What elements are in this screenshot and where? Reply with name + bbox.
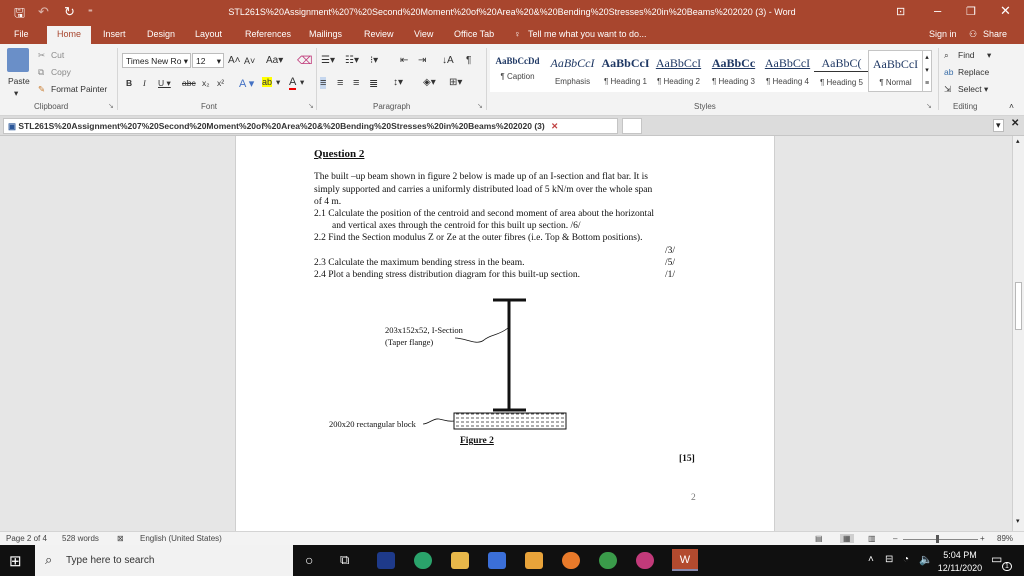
lightbulb-icon: ♀ bbox=[514, 29, 521, 39]
style-name: ¶ Caption bbox=[500, 72, 535, 81]
styles-launcher-icon[interactable]: ↘ bbox=[926, 103, 932, 110]
bold-icon[interactable]: B bbox=[126, 78, 133, 88]
notification-icon[interactable]: ▭ bbox=[991, 552, 1003, 566]
redo-icon[interactable]: ↻ bbox=[64, 4, 75, 19]
superscript-icon[interactable]: x² bbox=[217, 78, 225, 88]
window-title: STL261S%20Assignment%207%20Second%20Moment%20of%20Area%20&%20Bending%20Stresses%20in%20Beams%202020 (3) - Word bbox=[228, 7, 796, 17]
question-heading: Question 2 bbox=[314, 148, 365, 160]
minimize-button[interactable]: – bbox=[934, 3, 942, 18]
search-icon: ⌕ bbox=[45, 552, 53, 567]
subscript-icon[interactable]: x₂ bbox=[202, 78, 210, 88]
cut-button[interactable]: Cut bbox=[51, 50, 65, 60]
question-2-2: 2.2 Find the Section modulus Z or Ze at the outer fibres (i.e. Top & Bottom positions). bbox=[314, 233, 643, 243]
tab-layout[interactable]: Layout bbox=[195, 29, 223, 39]
styles-group-label: Styles bbox=[694, 102, 716, 111]
share-icon: ⚇ bbox=[969, 29, 978, 39]
language[interactable]: English (United States) bbox=[140, 534, 222, 543]
style-name: ¶ Heading 2 bbox=[657, 77, 700, 86]
tell-me-box[interactable]: Tell me what you want to do... bbox=[528, 29, 647, 39]
style-name: ¶ Normal bbox=[879, 78, 912, 87]
app-icon[interactable] bbox=[377, 552, 395, 569]
find-icon: ⌕ bbox=[944, 50, 949, 60]
tab-office-tab[interactable]: Office Tab bbox=[454, 29, 495, 39]
numbering-icon[interactable]: ☷▾ bbox=[345, 55, 359, 66]
zoom-slider-thumb[interactable] bbox=[936, 535, 939, 543]
word-doc-icon: ▣ bbox=[8, 121, 17, 131]
pilcrow-icon[interactable]: ¶ bbox=[466, 55, 472, 66]
cortana-icon[interactable]: ○ bbox=[305, 552, 314, 568]
style-caption[interactable] bbox=[490, 50, 545, 92]
document-tab-label: STL261S%20Assignment%207%20Second%20Moment%20of%20Area%20&%20Bending%20Stresses%20in%20Beams%202020 (3) bbox=[18, 121, 545, 131]
marks-2-2: /3/ bbox=[665, 246, 676, 256]
chevron-down-icon[interactable]: ▾ bbox=[987, 50, 992, 60]
divider bbox=[117, 48, 118, 110]
scroll-up-icon[interactable]: ▴ bbox=[1016, 138, 1020, 145]
editing-group-label: Editing bbox=[953, 102, 978, 111]
clipboard-group-label: Clipboard bbox=[34, 102, 69, 111]
marks-2-4: /1/ bbox=[665, 270, 676, 280]
select-icon: ⇲ bbox=[944, 84, 952, 94]
italic-icon[interactable]: I bbox=[143, 78, 146, 88]
shading-icon[interactable]: ◈▾ bbox=[423, 77, 436, 88]
paste-icon[interactable] bbox=[7, 48, 29, 72]
style-preview: AaBbCcI bbox=[601, 56, 650, 70]
justify-icon[interactable]: ≣ bbox=[369, 78, 379, 90]
font-launcher-icon[interactable]: ↘ bbox=[308, 103, 314, 110]
edge-icon[interactable] bbox=[414, 552, 432, 569]
word-taskbar-icon[interactable]: W bbox=[672, 549, 698, 571]
save-icon[interactable]: 🖫 bbox=[14, 5, 26, 20]
scroll-down-icon[interactable]: ▾ bbox=[1016, 518, 1020, 525]
tab-insert[interactable]: Insert bbox=[103, 29, 126, 39]
underline-icon[interactable]: U ▾ bbox=[158, 78, 171, 88]
document-page[interactable] bbox=[235, 136, 775, 531]
marks-2-3: /5/ bbox=[665, 258, 676, 268]
firefox-icon[interactable] bbox=[562, 552, 580, 569]
format-painter-icon: ✎ bbox=[38, 84, 46, 94]
change-case-icon[interactable]: Aa▾ bbox=[266, 55, 284, 66]
network-icon[interactable]: ⊟ bbox=[885, 554, 894, 565]
status-bar bbox=[0, 531, 1024, 545]
task-view-icon[interactable]: ⧉ bbox=[340, 552, 350, 567]
style-name: ¶ Heading 4 bbox=[766, 77, 809, 86]
multilevel-list-icon[interactable]: ⁝▾ bbox=[370, 55, 379, 66]
block-leader bbox=[423, 419, 454, 424]
customize-qat-icon[interactable]: ⁼ bbox=[88, 7, 93, 17]
grow-font-icon[interactable]: A˄ bbox=[228, 55, 241, 66]
vertical-scrollbar[interactable] bbox=[1012, 136, 1024, 531]
borders-icon[interactable]: ⊞▾ bbox=[449, 77, 463, 88]
clock-time[interactable]: 5:04 PM bbox=[943, 550, 977, 560]
tab-references[interactable]: References bbox=[245, 29, 292, 39]
wifi-icon[interactable]: ◔ bbox=[903, 554, 910, 565]
paste-dropdown-icon[interactable]: ▾ bbox=[14, 88, 19, 98]
style-name: Emphasis bbox=[554, 77, 591, 86]
style-heading-3[interactable] bbox=[706, 50, 761, 92]
format-painter-button[interactable]: Format Painter bbox=[51, 84, 108, 94]
find-button[interactable]: Find bbox=[958, 50, 975, 60]
copy-button[interactable]: Copy bbox=[51, 67, 71, 77]
zoom-slider[interactable] bbox=[903, 539, 978, 540]
chevron-down-icon: ▾ bbox=[183, 56, 188, 66]
chevron-down-icon[interactable]: ▾ bbox=[984, 84, 989, 94]
tab-file[interactable]: File bbox=[14, 29, 29, 39]
select-button[interactable]: Select bbox=[958, 84, 982, 94]
style-preview: AaBbCcI bbox=[550, 56, 595, 70]
font-size-box[interactable] bbox=[192, 53, 224, 68]
sort-icon[interactable]: ↓A bbox=[442, 55, 454, 66]
close-doc-icon[interactable]: ✕ bbox=[1011, 118, 1020, 129]
clipboard-launcher-icon[interactable]: ↘ bbox=[108, 103, 114, 110]
increase-indent-icon[interactable]: ⇥ bbox=[418, 55, 427, 66]
clear-formatting-icon[interactable]: ⌫ bbox=[297, 55, 313, 67]
word-count[interactable]: 528 words bbox=[62, 534, 99, 543]
style-preview: AaBbCcDd bbox=[495, 56, 540, 66]
style-preview: AaBbCc bbox=[711, 56, 756, 70]
zoom-in-icon[interactable]: + bbox=[980, 534, 985, 543]
styles-gallery-scroll[interactable]: ▴ ▾ ≡ bbox=[922, 50, 932, 92]
intro-line: of 4 m. bbox=[314, 197, 342, 207]
ribbon-display-icon[interactable]: ⊡ bbox=[896, 6, 906, 18]
style-heading-2[interactable] bbox=[651, 50, 706, 92]
zoom-level[interactable]: 89% bbox=[997, 534, 1014, 543]
style-preview: AaBbCcI bbox=[764, 56, 811, 70]
read-mode-icon[interactable]: ▤ bbox=[815, 534, 823, 543]
tab-mailings[interactable]: Mailings bbox=[309, 29, 343, 39]
shrink-font-icon[interactable]: A˅ bbox=[244, 56, 256, 66]
question-2-3: 2.3 Calculate the maximum bending stress in the beam. bbox=[314, 258, 525, 268]
intro-line: simply supported and carries a uniformly distributed load of 5 kN/m over the whole span bbox=[314, 185, 653, 195]
style-heading-1[interactable] bbox=[598, 50, 653, 92]
ribbon bbox=[0, 44, 1024, 116]
taskbar-search-box[interactable] bbox=[35, 545, 293, 576]
share-button[interactable]: Share bbox=[983, 29, 1008, 39]
windows-start-icon[interactable]: ⊞ bbox=[9, 553, 22, 570]
paste-button[interactable]: Paste bbox=[8, 76, 30, 86]
intro-line: The built –up beam shown in figure 2 below is made up of an I-section and flat bar. It is bbox=[314, 172, 649, 182]
line-spacing-icon[interactable]: ↕▾ bbox=[393, 77, 404, 88]
windows-taskbar bbox=[0, 545, 1024, 576]
file-explorer-icon[interactable] bbox=[451, 552, 469, 569]
question-2-1: 2.1 Calculate the position of the centroid and second moment of area about the horizontal bbox=[314, 209, 655, 219]
tab-list-icon[interactable]: ▾ bbox=[993, 119, 1004, 132]
store-icon[interactable] bbox=[488, 552, 506, 569]
strikethrough-icon[interactable]: abc bbox=[182, 78, 196, 88]
tab-review[interactable]: Review bbox=[364, 29, 394, 39]
highlight-icon[interactable]: ab bbox=[262, 77, 273, 87]
style-preview: AaBbCcI bbox=[872, 57, 919, 71]
print-layout-icon[interactable]: ▦ bbox=[840, 534, 854, 543]
font-group-label: Font bbox=[201, 102, 218, 111]
chevron-down-icon[interactable]: ▾ bbox=[276, 77, 281, 87]
close-button[interactable]: ✕ bbox=[1000, 3, 1011, 18]
bullets-icon[interactable]: ☰▾ bbox=[321, 55, 335, 66]
chevron-down-icon: ▾ bbox=[216, 56, 221, 66]
style-normal[interactable] bbox=[868, 50, 923, 92]
restore-button[interactable]: ❐ bbox=[966, 6, 976, 18]
taper-flange-label: (Taper flange) bbox=[385, 337, 434, 347]
style-emphasis[interactable] bbox=[545, 50, 600, 92]
align-left-icon[interactable]: ≡ bbox=[320, 77, 327, 89]
figure-2-diagram bbox=[236, 136, 776, 531]
replace-button[interactable]: Replace bbox=[958, 67, 990, 77]
collapse-ribbon-icon[interactable]: ˄ bbox=[1009, 101, 1014, 111]
sign-in-link[interactable]: Sign in bbox=[929, 29, 957, 39]
divider bbox=[938, 48, 939, 110]
total-marks: [15] bbox=[679, 454, 695, 464]
clock-date[interactable]: 12/11/2020 bbox=[937, 563, 983, 573]
document-tab[interactable] bbox=[3, 118, 618, 134]
font-size-value: 12 bbox=[196, 56, 206, 66]
style-preview: AaBbCcI bbox=[655, 56, 702, 70]
search-placeholder: Type here to search bbox=[66, 555, 155, 566]
scrollbar-thumb[interactable] bbox=[1015, 282, 1022, 330]
divider bbox=[486, 48, 487, 110]
i-section-label: 203x152x52, I-Section bbox=[385, 325, 463, 335]
question-2-1-cont: and vertical axes through the centroid for this built up section. /6/ bbox=[332, 221, 581, 231]
divider bbox=[316, 48, 317, 110]
ribbon-tabs bbox=[0, 26, 1024, 44]
style-name: ¶ Heading 1 bbox=[604, 77, 647, 86]
tray-chevron-icon[interactable]: ˄ bbox=[868, 554, 874, 565]
font-color-icon[interactable]: A bbox=[289, 76, 297, 88]
align-center-icon[interactable]: ≡ bbox=[337, 77, 344, 89]
volume-icon[interactable]: 🔈 bbox=[919, 554, 933, 566]
style-name: ¶ Heading 3 bbox=[712, 77, 755, 86]
page-count[interactable]: Page 2 of 4 bbox=[6, 534, 47, 543]
paragraph-launcher-icon[interactable]: ↘ bbox=[477, 103, 483, 110]
font-family-value: Times New Ro bbox=[126, 56, 182, 66]
paragraph-group-label: Paragraph bbox=[373, 102, 411, 111]
tab-home[interactable]: Home bbox=[47, 26, 91, 44]
new-tab-button[interactable] bbox=[622, 118, 642, 134]
rectangular-block-label: 200x20 rectangular block bbox=[329, 419, 416, 429]
replace-icon: ab bbox=[944, 67, 954, 77]
align-right-icon[interactable]: ≡ bbox=[353, 77, 360, 89]
tab-design[interactable]: Design bbox=[147, 29, 176, 39]
page-number: 2 bbox=[691, 493, 696, 503]
figure-caption: Figure 2 bbox=[460, 436, 494, 446]
chevron-down-icon[interactable]: ▾ bbox=[300, 77, 305, 87]
proofing-icon[interactable]: ⊠ bbox=[117, 534, 124, 543]
tab-view[interactable]: View bbox=[414, 29, 434, 39]
notification-badge: 1 bbox=[1002, 562, 1012, 571]
question-2-4: 2.4 Plot a bending stress distribution diagram for this built-up section. bbox=[314, 270, 580, 280]
style-preview: AaBbC( bbox=[814, 56, 869, 72]
undo-icon[interactable]: ↶ bbox=[38, 4, 49, 19]
rectangular-block bbox=[454, 413, 566, 429]
mail-icon[interactable] bbox=[525, 552, 543, 569]
text-effects-icon[interactable]: A ▾ bbox=[239, 78, 255, 90]
title-bar bbox=[0, 0, 1024, 26]
close-tab-icon[interactable]: ✕ bbox=[551, 121, 559, 131]
chrome-icon[interactable] bbox=[599, 552, 617, 569]
cut-icon: ✂ bbox=[38, 50, 46, 60]
document-tab-bar bbox=[0, 116, 1024, 136]
style-heading-5[interactable] bbox=[814, 50, 869, 92]
style-heading-4[interactable] bbox=[760, 50, 815, 92]
decrease-indent-icon[interactable]: ⇤ bbox=[400, 55, 409, 66]
web-layout-icon[interactable]: ▥ bbox=[868, 534, 876, 543]
style-name: ¶ Heading 5 bbox=[820, 78, 863, 87]
copy-icon: ⧉ bbox=[38, 67, 45, 77]
zoom-out-icon[interactable]: – bbox=[893, 534, 898, 543]
font-family-box[interactable] bbox=[122, 53, 191, 68]
itunes-icon[interactable] bbox=[636, 552, 654, 569]
